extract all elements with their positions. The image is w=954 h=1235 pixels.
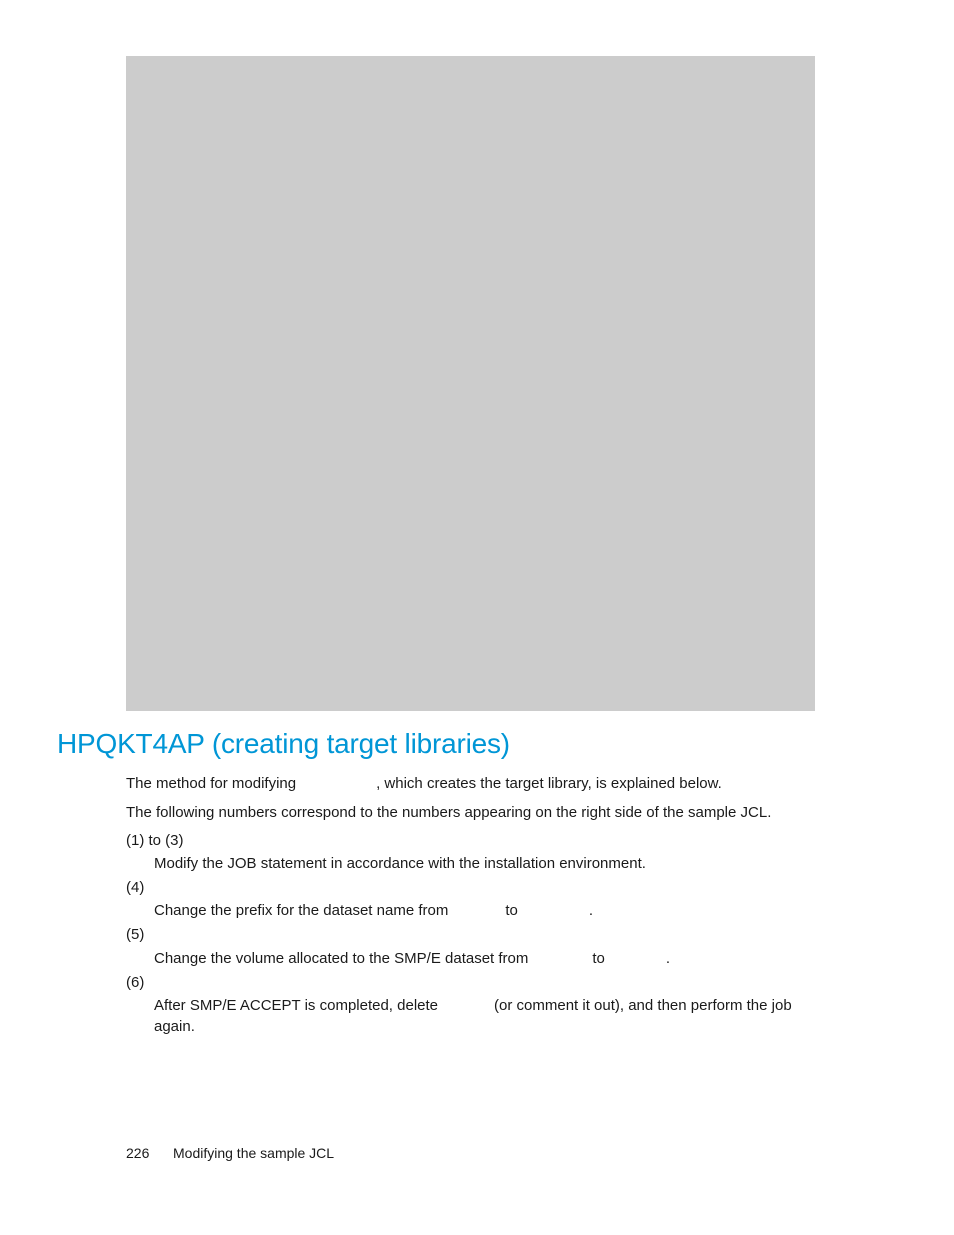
section-title: HPQKT4AP (creating target libraries) xyxy=(57,728,510,759)
item-label-5: (5) xyxy=(126,926,145,943)
item-desc-4 xyxy=(154,901,593,921)
item-5-part-b: to xyxy=(592,950,605,967)
item-label-1-3: (1) to (3) xyxy=(126,832,184,849)
sample-jcl-figure-placeholder xyxy=(126,56,815,711)
item-5-part-a: Change the volume allocated to the SMP/E dataset from xyxy=(154,950,529,967)
item-5-part-c: . xyxy=(665,950,671,967)
item-4-part-c: . xyxy=(588,902,594,919)
item-4-part-a: Change the prefix for the dataset name from xyxy=(154,902,449,919)
footer-section-title: Modifying the sample JCL xyxy=(173,1145,335,1161)
item-desc-6 xyxy=(154,996,792,1016)
intro-paragraph-2: The following numbers correspond to the numbers appearing on the right side of the sample JCL. xyxy=(126,804,772,821)
intro-p1-part-a: The method for modifying xyxy=(126,775,297,792)
item-desc-5 xyxy=(154,949,670,969)
item-6-part-b: (or comment it out), and then perform the job xyxy=(494,997,792,1014)
intro-p1-part-b: , which creates the target library, is explained below. xyxy=(376,775,722,792)
item-label-4: (4) xyxy=(126,879,145,896)
page-number: 226 xyxy=(126,1145,150,1161)
item-desc-6-continued: again. xyxy=(154,1018,195,1035)
item-6-part-a: After SMP/E ACCEPT is completed, delete xyxy=(154,997,439,1014)
item-label-6: (6) xyxy=(126,974,145,991)
item-desc-1-3: Modify the JOB statement in accordance with the installation environment. xyxy=(154,855,646,872)
intro-paragraph-1 xyxy=(126,774,722,794)
item-4-part-b: to xyxy=(505,902,518,919)
